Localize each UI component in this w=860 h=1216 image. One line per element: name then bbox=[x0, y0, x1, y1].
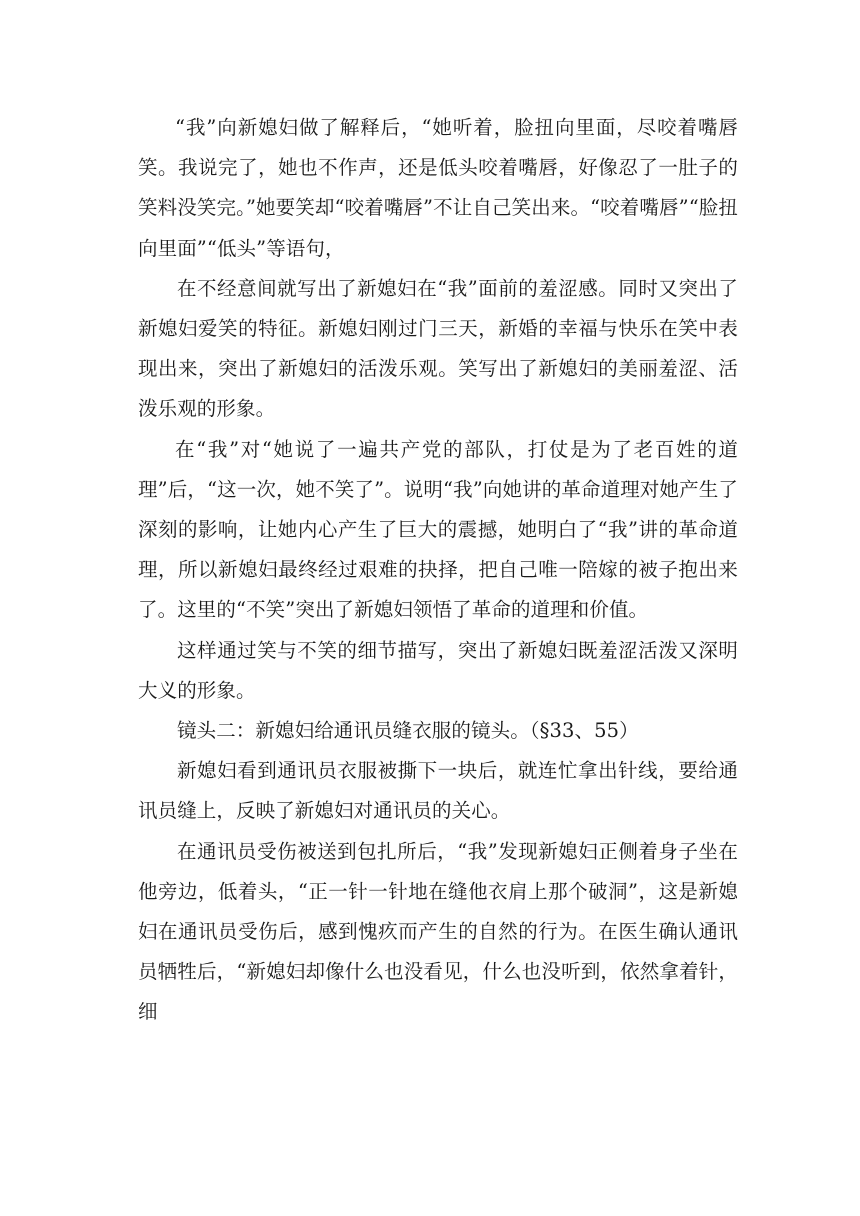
body-text bbox=[138, 108, 738, 1033]
paragraph-6: 在通讯员受伤被送到包扎所后，“我”发现新媳妇正侧着身子坐在他旁边，低着头，“正一针一针地在缝他衣肩上那个破洞”，这是新媳妇在通讯员受伤后，感到愧疚而产生的自然的行为。在医生确认通讯员牺牲后，“新媳妇却像什么也没看见，什么也没听到，依然拿着针，细 bbox=[138, 839, 738, 1024]
paragraph-3: 在“我”对“她说了一遍共产党的部队，打仗是为了老百姓的道理”后，“这一次，她不笑了”。说明“我”向她讲的革命道理对她产生了深刻的影响，让她内心产生了巨大的震撼，她明白了“我”讲的革命道理，所以新媳妇最终经过艰难的抉择，把自己唯一陪嫁的被子抱出来了。这里的“不笑”突出了新媳妇领悟了革命的道理和价值。 bbox=[138, 437, 738, 622]
section-heading-shot-two: 镜头二：新媳妇给通讯员缝衣服的镜头。（§33、55） bbox=[177, 719, 639, 743]
paragraph-4: 这样通过笑与不笑的细节描写，突出了新媳妇既羞涩活泼又深明大义的形象。 bbox=[138, 638, 738, 702]
paragraph-1: “我”向新媳妇做了解释后，“她听着，脸扭向里面，尽咬着嘴唇笑。我说完了，她也不作声，还是低头咬着嘴唇，好像忍了一肚子的笑料没笑完。”她要笑却“咬着嘴唇”不让自己笑出来。“咬着嘴唇”“脸扭向里面”“低头”等语句， bbox=[138, 116, 738, 260]
paragraph-2: 在不经意间就写出了新媳妇在“我”面前的羞涩感。同时又突出了新媳妇爱笑的特征。新媳妇刚过门三天，新婚的幸福与快乐在笑中表现出来，突出了新媳妇的活泼乐观。笑写出了新媳妇的美丽羞涩、活泼乐观的形象。 bbox=[138, 276, 738, 421]
paragraph-5: 新媳妇看到通讯员衣服被撕下一块后，就连忙拿出针线，要给通讯员缝上，反映了新媳妇对通讯员的关心。 bbox=[138, 759, 738, 823]
